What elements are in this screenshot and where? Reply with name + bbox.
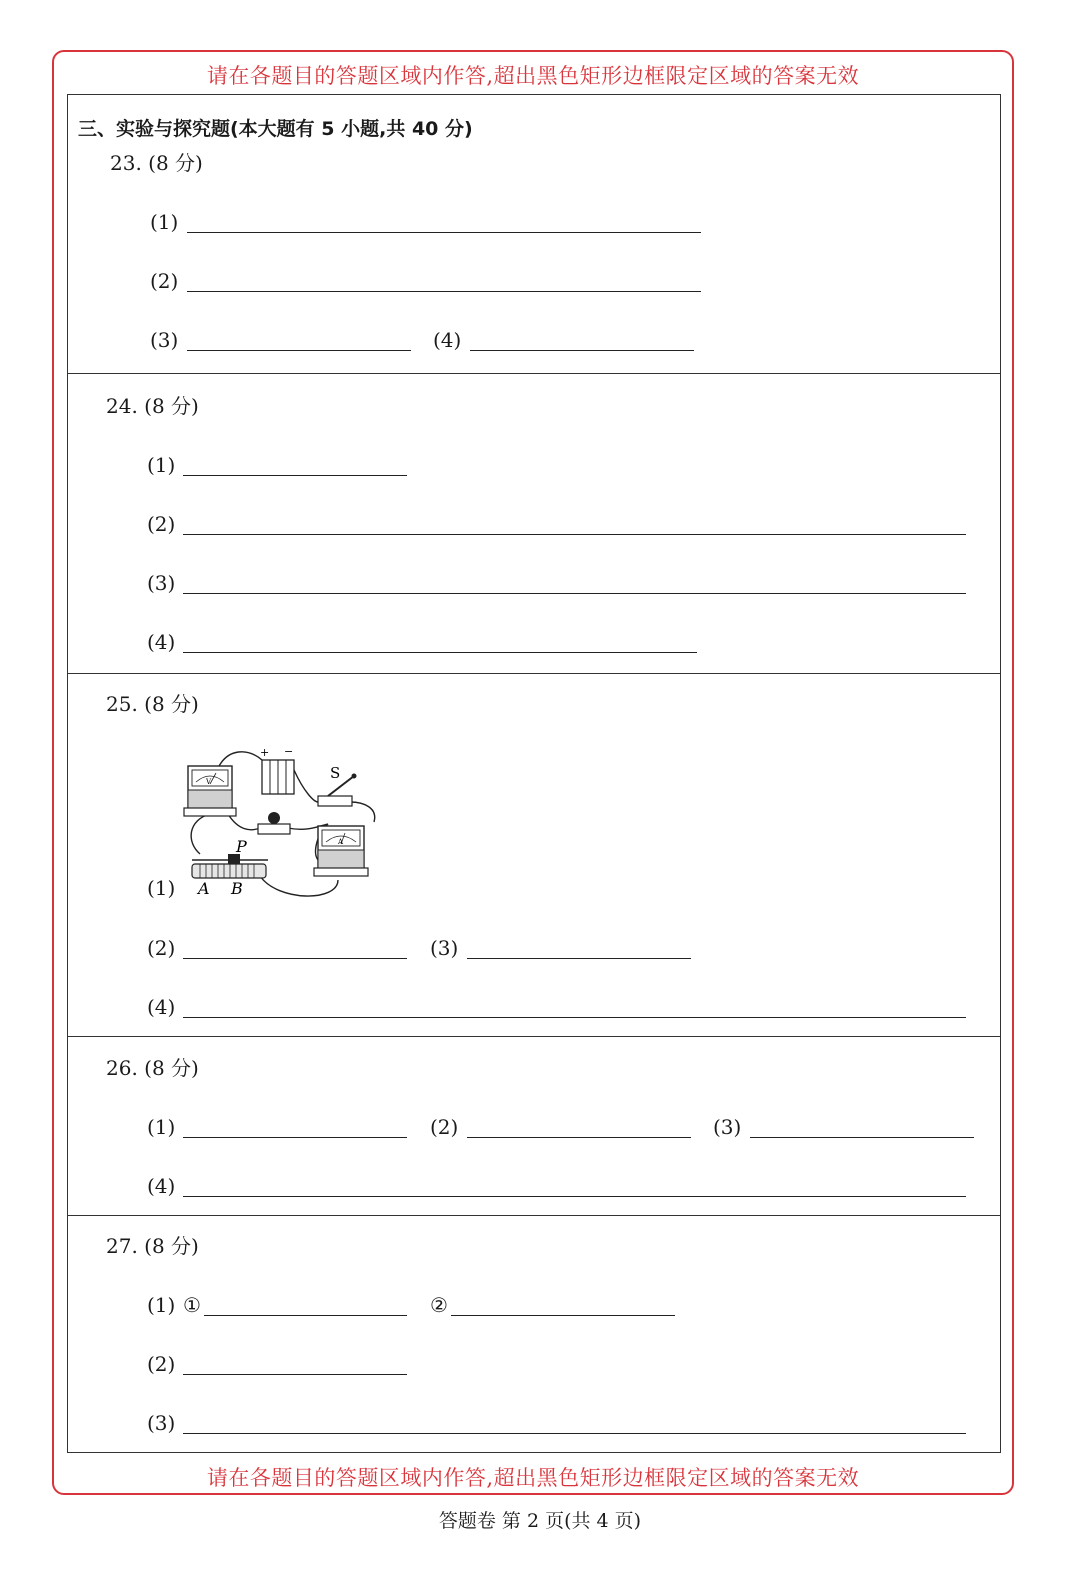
q24-title: 24. (8 分) — [106, 394, 199, 418]
q24-part1-answer-line[interactable] — [183, 475, 407, 476]
q25-part2-label: (2) — [147, 936, 176, 960]
q27-part1-label: (1) — [147, 1293, 176, 1317]
q27-part1-answer-line-2[interactable] — [451, 1315, 675, 1316]
q27-part3-answer-line[interactable] — [183, 1433, 966, 1434]
page-footer: 答题卷 第 2 页(共 4 页) — [438, 1510, 642, 1532]
voltmeter-icon — [184, 766, 236, 816]
bottom-notice: 请在各题目的答题区域内作答,超出黑色矩形边框限定区域的答案无效 — [206, 1466, 860, 1490]
switch-label: S — [330, 764, 341, 782]
q27-title: 27. (8 分) — [106, 1234, 199, 1258]
q27-part1-marker-1: ① — [183, 1293, 201, 1317]
q25-part4-answer-line[interactable] — [183, 1017, 966, 1018]
q27-part1-marker-2: ② — [430, 1293, 448, 1317]
q25-part3-label: (3) — [430, 936, 459, 960]
divider-23-24 — [67, 373, 1001, 374]
switch-icon — [318, 764, 357, 806]
q24-part3-label: (3) — [147, 571, 176, 595]
q26-part2-label: (2) — [430, 1115, 459, 1139]
wire-voltmeter-rheostat — [191, 814, 210, 854]
q25-part3-answer-line[interactable] — [467, 958, 691, 959]
divider-26-27 — [67, 1215, 1001, 1216]
q23-part1-label: (1) — [150, 210, 179, 234]
q27-part3-label: (3) — [147, 1411, 176, 1435]
divider-24-25 — [67, 673, 1001, 674]
q24-part4-label: (4) — [147, 630, 176, 654]
end-a-label: A — [198, 879, 210, 898]
battery-minus-label: − — [284, 745, 294, 758]
wire-battery-switch — [294, 770, 318, 802]
battery-icon — [260, 745, 294, 794]
q23-part2-label: (2) — [150, 269, 179, 293]
q25-part2-answer-line[interactable] — [183, 958, 407, 959]
section-title: 三、实验与探究题(本大题有 5 小题,共 40 分) — [78, 118, 473, 140]
q24-part2-answer-line[interactable] — [183, 534, 966, 535]
lamp-icon — [258, 812, 290, 834]
rheostat-icon — [192, 837, 268, 898]
q26-part4-answer-line[interactable] — [183, 1196, 966, 1197]
q26-title: 26. (8 分) — [106, 1056, 199, 1080]
battery-plus-label: + — [260, 746, 270, 759]
q25-circuit-diagram — [178, 742, 392, 904]
q24-part4-answer-line[interactable] — [183, 652, 697, 653]
q23-part1-answer-line[interactable] — [187, 232, 701, 233]
q26-part4-label: (4) — [147, 1174, 176, 1198]
slider-label: P — [236, 837, 247, 856]
q26-part1-answer-line[interactable] — [183, 1137, 407, 1138]
top-notice: 请在各题目的答题区域内作答,超出黑色矩形边框限定区域的答案无效 — [206, 64, 860, 88]
q23-title: 23. (8 分) — [110, 151, 203, 175]
q25-part4-label: (4) — [147, 995, 176, 1019]
q26-part3-label: (3) — [713, 1115, 742, 1139]
voltmeter-letter: V — [206, 778, 212, 786]
wire-switch-ammeter — [350, 802, 375, 822]
q26-part2-answer-line[interactable] — [467, 1137, 691, 1138]
q27-part2-label: (2) — [147, 1352, 176, 1376]
ammeter-letter: A — [338, 838, 344, 846]
ammeter-icon — [314, 826, 368, 876]
q23-part4-label: (4) — [433, 328, 462, 352]
q25-title: 25. (8 分) — [106, 692, 199, 716]
q27-part1-answer-line-1[interactable] — [204, 1315, 407, 1316]
q23-part3-label: (3) — [150, 328, 179, 352]
q24-part1-label: (1) — [147, 453, 176, 477]
q26-part1-label: (1) — [147, 1115, 176, 1139]
q25-part1-label: (1) — [147, 876, 176, 900]
q23-part3-answer-line[interactable] — [187, 350, 411, 351]
q27-part2-answer-line[interactable] — [183, 1374, 407, 1375]
q24-part2-label: (2) — [147, 512, 176, 536]
q24-part3-answer-line[interactable] — [183, 593, 966, 594]
end-b-label: B — [231, 879, 243, 898]
wire-rheostat-ammeter — [260, 876, 338, 896]
q26-part3-answer-line[interactable] — [750, 1137, 974, 1138]
divider-25-26 — [67, 1036, 1001, 1037]
q23-part4-answer-line[interactable] — [470, 350, 694, 351]
q23-part2-answer-line[interactable] — [187, 291, 701, 292]
